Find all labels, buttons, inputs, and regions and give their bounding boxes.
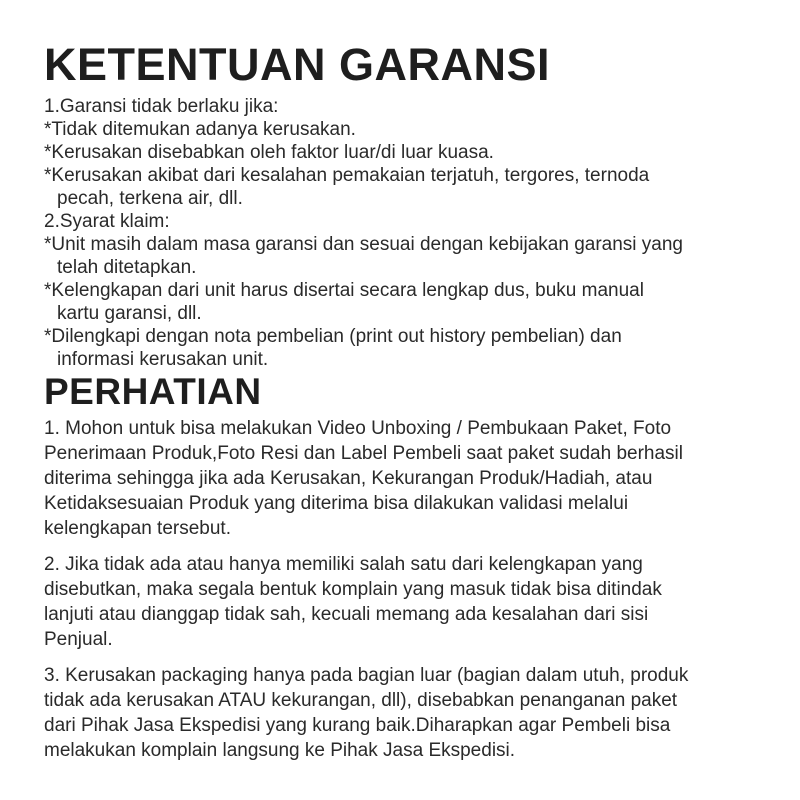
paragraph-line: lanjuti atau dianggap tidak sah, kecuali memang ada kesalahan dari sisi [44, 603, 649, 625]
paragraph-line: melakukan komplain langsung ke Pihak Jasa Ekspedisi. [44, 739, 516, 761]
attention-paragraph-2 [44, 552, 764, 652]
paragraph-line: tidak ada kerusakan ATAU kekurangan, dll), disebabkan penanganan paket [44, 689, 678, 711]
attention-paragraph-1 [44, 416, 764, 541]
warranty-line: *Unit masih dalam masa garansi dan sesuai dengan kebijakan garansi yang [44, 233, 683, 255]
warranty-line: 2.Syarat klaim: [44, 210, 170, 232]
warranty-line-continuation: pecah, terkena air, dll. [57, 187, 243, 209]
paragraph-line: Penerimaan Produk,Foto Resi dan Label Pembeli saat paket sudah berhasil [44, 442, 683, 464]
paragraph-line: 1. Mohon untuk bisa melakukan Video Unboxing / Pembukaan Paket, Foto [44, 417, 672, 439]
warranty-section-heading: KETENTUAN GARANSI [44, 39, 551, 90]
warranty-line-continuation: telah ditetapkan. [57, 256, 197, 278]
paragraph-line: 3. Kerusakan packaging hanya pada bagian luar (bagian dalam utuh, produk [44, 664, 689, 686]
warranty-line-continuation: kartu garansi, dll. [57, 302, 202, 324]
warranty-line: *Kerusakan disebabkan oleh faktor luar/di luar kuasa. [44, 141, 494, 163]
warranty-line-continuation: informasi kerusakan unit. [57, 348, 269, 370]
warranty-line: *Kerusakan akibat dari kesalahan pemakaian terjatuh, tergores, ternoda [44, 164, 650, 186]
paragraph-line: kelengkapan tersebut. [44, 517, 231, 539]
attention-paragraph-3 [44, 663, 764, 763]
attention-section-heading: PERHATIAN [44, 370, 262, 412]
warranty-line: *Kelengkapan dari unit harus disertai secara lengkap dus, buku manual [44, 279, 644, 301]
paragraph-line: dari Pihak Jasa Ekspedisi yang kurang baik.Diharapkan agar Pembeli bisa [44, 714, 671, 736]
paragraph-line: disebutkan, maka segala bentuk komplain yang masuk tidak bisa ditindak [44, 578, 662, 600]
paragraph-line: diterima sehingga jika ada Kerusakan, Kekurangan Produk/Hadiah, atau [44, 467, 653, 489]
paragraph-line: 2. Jika tidak ada atau hanya memiliki salah satu dari kelengkapan yang [44, 553, 643, 575]
warranty-terms-list [44, 95, 764, 371]
warranty-line: *Tidak ditemukan adanya kerusakan. [44, 118, 356, 140]
paragraph-line: Penjual. [44, 628, 113, 650]
warranty-line: 1.Garansi tidak berlaku jika: [44, 95, 279, 117]
paragraph-line: Ketidaksesuaian Produk yang diterima bisa dilakukan validasi melalui [44, 492, 629, 514]
warranty-line: *Dilengkapi dengan nota pembelian (print out history pembelian) dan [44, 325, 622, 347]
